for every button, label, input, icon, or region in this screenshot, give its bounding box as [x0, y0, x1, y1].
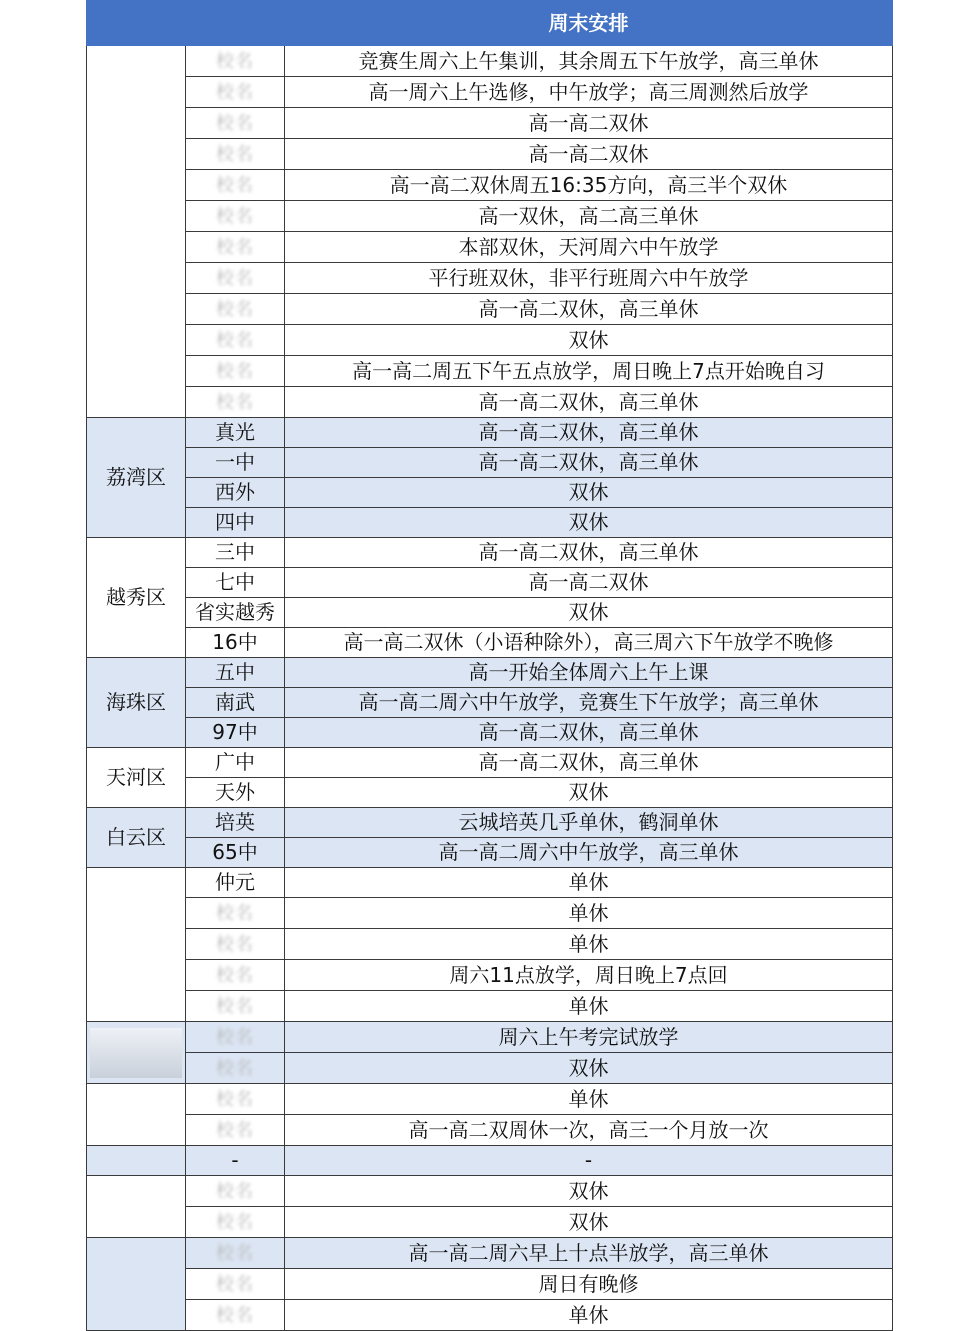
arrangement-cell: 周日有晚修 — [285, 1269, 893, 1300]
header-district — [87, 1, 186, 46]
arrangement-cell: 云城培英几乎单休，鹤洞单休 — [285, 808, 893, 838]
school-cell: 97中 — [186, 718, 285, 748]
arrangement-cell: 单休 — [285, 929, 893, 960]
school-cell: 校名 — [186, 201, 285, 232]
table-row — [87, 139, 893, 170]
header-school — [186, 1, 285, 46]
school-cell: 校名 — [186, 263, 285, 294]
table-row — [87, 538, 893, 568]
table-row — [87, 1146, 893, 1176]
table-row — [87, 263, 893, 294]
table-row — [87, 1053, 893, 1084]
table-row — [87, 294, 893, 325]
arrangement-cell: 高一高二周六中午放学，高三单休 — [285, 838, 893, 868]
redacted-block — [90, 1028, 182, 1078]
district-baiyun: 白云区 — [87, 808, 186, 868]
school-cell: 三中 — [186, 538, 285, 568]
school-cell: 校名 — [186, 1022, 285, 1053]
arrangement-cell: 单休 — [285, 991, 893, 1022]
school-cell: 校名 — [186, 1053, 285, 1084]
table-row — [87, 1269, 893, 1300]
table-row — [87, 478, 893, 508]
table-row — [87, 628, 893, 658]
school-cell: 校名 — [186, 1176, 285, 1207]
arrangement-cell: 单休 — [285, 868, 893, 898]
arrangement-cell: 双休 — [285, 598, 893, 628]
arrangement-cell: 高一高二双休 — [285, 108, 893, 139]
table-row — [87, 232, 893, 263]
table-row — [87, 568, 893, 598]
table-row — [87, 868, 893, 898]
school-cell: 七中 — [186, 568, 285, 598]
school-cell: 校名 — [186, 356, 285, 387]
table-row — [87, 1238, 893, 1269]
school-cell: 校名 — [186, 139, 285, 170]
table-row — [87, 598, 893, 628]
arrangement-cell: 单休 — [285, 1084, 893, 1115]
table-row — [87, 838, 893, 868]
schedule-sheet — [86, 0, 892, 1331]
arrangement-cell: 高一高二双休，高三单休 — [285, 448, 893, 478]
arrangement-cell: 高一高二双休（小语种除外），高三周六下午放学不晚修 — [285, 628, 893, 658]
arrangement-cell: 周六上午考完试放学 — [285, 1022, 893, 1053]
table-row — [87, 991, 893, 1022]
arrangement-cell: 高一开始全体周六上午上课 — [285, 658, 893, 688]
school-cell: 校名 — [186, 387, 285, 418]
school-cell: 校名 — [186, 1207, 285, 1238]
school-cell: 校名 — [186, 1269, 285, 1300]
header-weekend-arrangement: 周末安排 — [285, 1, 893, 46]
school-cell: 65中 — [186, 838, 285, 868]
table-row — [87, 748, 893, 778]
school-cell: 校名 — [186, 1300, 285, 1331]
school-cell: 校名 — [186, 1238, 285, 1269]
arrangement-cell: 高一高二双休，高三单休 — [285, 748, 893, 778]
school-cell: 真光 — [186, 418, 285, 448]
district-cell-blank — [87, 1084, 186, 1146]
arrangement-cell: 高一高二双休，高三单休 — [285, 387, 893, 418]
weekend-schedule-table — [86, 0, 893, 1331]
school-cell: 培英 — [186, 808, 285, 838]
arrangement-cell: 单休 — [285, 1300, 893, 1331]
table-row — [87, 658, 893, 688]
district-cell-blank — [87, 1022, 186, 1084]
school-cell: 16中 — [186, 628, 285, 658]
school-cell: 校名 — [186, 108, 285, 139]
district-yuexiu: 越秀区 — [87, 538, 186, 658]
arrangement-cell: 高一高二双休，高三单休 — [285, 718, 893, 748]
arrangement-cell: 双休 — [285, 1053, 893, 1084]
table-row — [87, 929, 893, 960]
arrangement-cell: 竞赛生周六上午集训，其余周五下午放学，高三单休 — [285, 46, 893, 77]
district-cell-blank — [87, 1176, 186, 1238]
district-haizhu: 海珠区 — [87, 658, 186, 748]
arrangement-cell: 高一高二双休，高三单休 — [285, 294, 893, 325]
table-row — [87, 356, 893, 387]
table-row — [87, 46, 893, 77]
table-row — [87, 718, 893, 748]
school-cell: 校名 — [186, 960, 285, 991]
arrangement-cell: 高一高二双休周五16:35方向，高三半个双休 — [285, 170, 893, 201]
district-cell-blank — [87, 1146, 186, 1176]
table-row — [87, 387, 893, 418]
school-cell: 校名 — [186, 898, 285, 929]
arrangement-cell: 平行班双休，非平行班周六中午放学 — [285, 263, 893, 294]
school-cell: 西外 — [186, 478, 285, 508]
arrangement-cell: 高一双休，高二高三单休 — [285, 201, 893, 232]
arrangement-cell: 周六11点放学，周日晚上7点回 — [285, 960, 893, 991]
table-row — [87, 960, 893, 991]
table-row — [87, 1084, 893, 1115]
table-header-row — [87, 1, 893, 46]
school-cell: 四中 — [186, 508, 285, 538]
district-liwan: 荔湾区 — [87, 418, 186, 538]
table-row — [87, 778, 893, 808]
school-cell: 校名 — [186, 77, 285, 108]
table-row — [87, 1207, 893, 1238]
table-row — [87, 418, 893, 448]
arrangement-cell: 高一高二双休 — [285, 139, 893, 170]
district-cell-blank — [87, 1238, 186, 1331]
school-cell: 校名 — [186, 1115, 285, 1146]
arrangement-cell: 高一周六上午选修，中午放学；高三周测然后放学 — [285, 77, 893, 108]
arrangement-cell: 本部双休，天河周六中午放学 — [285, 232, 893, 263]
table-row — [87, 1176, 893, 1207]
arrangement-cell: 高一高二双周休一次，高三一个月放一次 — [285, 1115, 893, 1146]
table-row — [87, 448, 893, 478]
school-cell: 仲元 — [186, 868, 285, 898]
arrangement-cell: 高一高二周六早上十点半放学，高三单休 — [285, 1238, 893, 1269]
table-row — [87, 77, 893, 108]
school-cell: - — [186, 1146, 285, 1176]
school-cell: 一中 — [186, 448, 285, 478]
arrangement-cell: 双休 — [285, 778, 893, 808]
arrangement-cell: 高一高二双休，高三单休 — [285, 538, 893, 568]
school-cell: 五中 — [186, 658, 285, 688]
arrangement-cell: 高一高二双休 — [285, 568, 893, 598]
school-cell: 校名 — [186, 325, 285, 356]
table-row — [87, 1300, 893, 1331]
school-cell: 校名 — [186, 46, 285, 77]
table-row — [87, 201, 893, 232]
arrangement-cell: 双休 — [285, 1176, 893, 1207]
school-cell: 校名 — [186, 170, 285, 201]
district-cell-blank — [87, 46, 186, 418]
table-row — [87, 898, 893, 929]
arrangement-cell: 双休 — [285, 325, 893, 356]
school-cell: 校名 — [186, 929, 285, 960]
table-row — [87, 1022, 893, 1053]
school-cell: 广中 — [186, 748, 285, 778]
table-row — [87, 1115, 893, 1146]
school-cell: 校名 — [186, 1084, 285, 1115]
table-row — [87, 170, 893, 201]
arrangement-cell: 高一高二双休，高三单休 — [285, 418, 893, 448]
school-cell: 南武 — [186, 688, 285, 718]
arrangement-cell: - — [285, 1146, 893, 1176]
table-row — [87, 108, 893, 139]
district-tianhe: 天河区 — [87, 748, 186, 808]
school-cell: 省实越秀 — [186, 598, 285, 628]
table-row — [87, 325, 893, 356]
district-cell-blank — [87, 868, 186, 1022]
table-row — [87, 808, 893, 838]
school-cell: 校名 — [186, 232, 285, 263]
table-row — [87, 508, 893, 538]
school-cell: 校名 — [186, 991, 285, 1022]
arrangement-cell: 高一高二周六中午放学，竞赛生下午放学；高三单休 — [285, 688, 893, 718]
table-row — [87, 688, 893, 718]
school-cell: 天外 — [186, 778, 285, 808]
arrangement-cell: 双休 — [285, 1207, 893, 1238]
school-cell: 校名 — [186, 294, 285, 325]
arrangement-cell: 高一高二周五下午五点放学，周日晚上7点开始晚自习 — [285, 356, 893, 387]
arrangement-cell: 双休 — [285, 478, 893, 508]
arrangement-cell: 单休 — [285, 898, 893, 929]
arrangement-cell: 双休 — [285, 508, 893, 538]
